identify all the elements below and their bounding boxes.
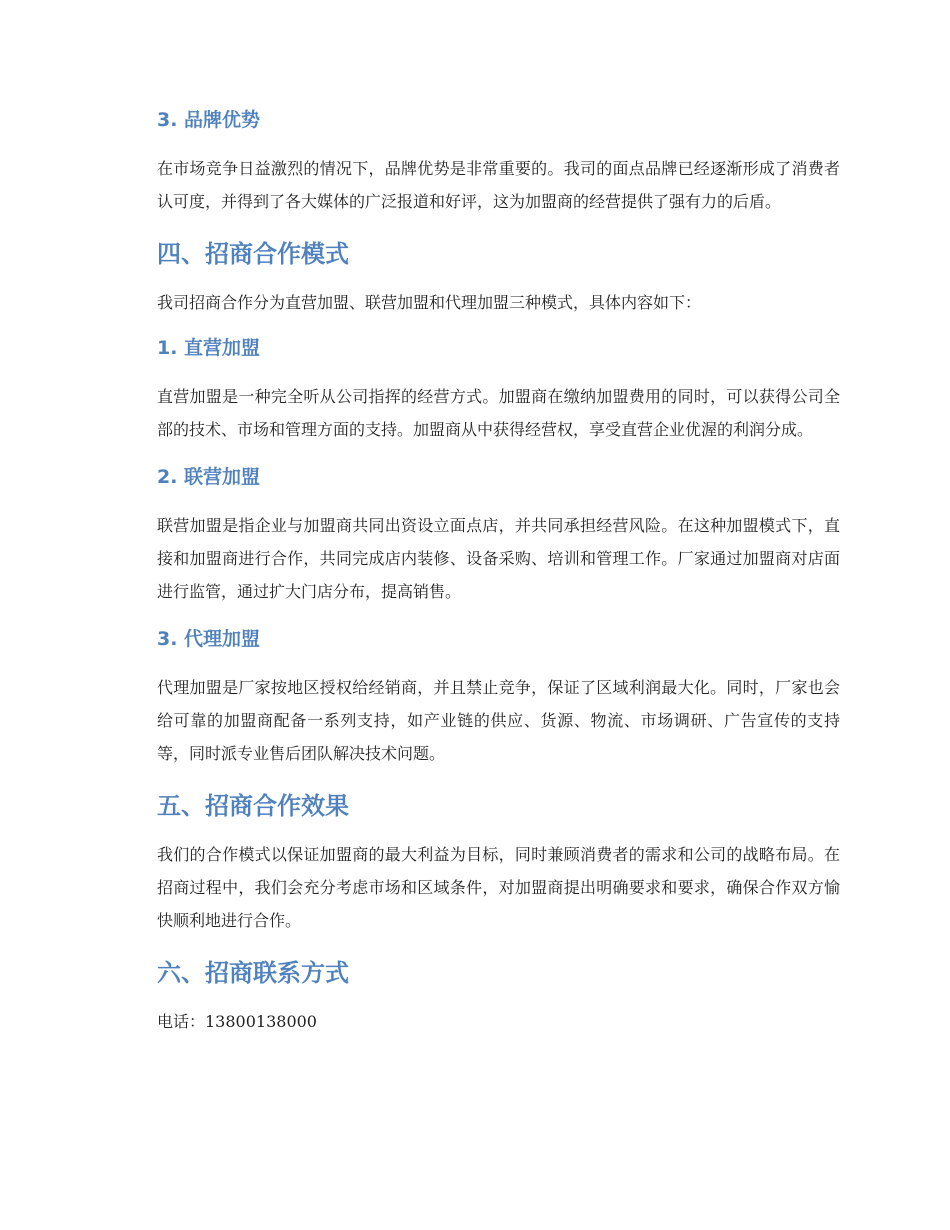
- section-heading-cooperation-effect: 五、招商合作效果: [157, 792, 349, 820]
- paragraph-cooperation-effect: 我们的合作模式以保证加盟商的最大利益为目标，同时兼顾消费者的需求和公司的战略布局。在招商过程中，我们会充分考虑市场和区域条件，对加盟商提出明确要求和要求，确保合作双方愉快顺利地进行合作。: [157, 845, 840, 930]
- document-content: [157, 106, 840, 1038]
- paragraph-brand-advantage: 在市场竞争日益激烈的情况下，品牌优势是非常重要的。我司的面点品牌已经逐渐形成了消费者认可度，并得到了各大媒体的广泛报道和好评，这为加盟商的经营提供了强有力的后盾。: [157, 159, 840, 211]
- contact-phone: 电话：13800138000: [157, 1012, 317, 1031]
- section-heading-direct-franchise: 1. 直营加盟: [157, 337, 261, 359]
- section-heading-contact: 六、招商联系方式: [157, 959, 349, 987]
- section-heading-brand-advantage: 3. 品牌优势: [157, 109, 261, 131]
- paragraph-joint-franchise: 联营加盟是指企业与加盟商共同出资设立面点店，并共同承担经营风险。在这种加盟模式下，直接和加盟商进行合作，共同完成店内装修、设备采购、培训和管理工作。厂家通过加盟商对店面进行监管，通过扩大门店分布，提高销售。: [157, 516, 840, 601]
- paragraph-direct-franchise: 直营加盟是一种完全听从公司指挥的经营方式。加盟商在缴纳加盟费用的同时，可以获得公司全部的技术、市场和管理方面的支持。加盟商从中获得经营权，享受直营企业优渥的利润分成。: [157, 387, 840, 439]
- paragraph-agent-franchise: 代理加盟是厂家按地区授权给经销商，并且禁止竞争，保证了区域利润最大化。同时，厂家也会给可靠的加盟商配备一系列支持，如产业链的供应、货源、物流、市场调研、广告宣传的支持等，同时派专业售后团队解决技术问题。: [157, 678, 840, 763]
- section-heading-agent-franchise: 3. 代理加盟: [157, 628, 261, 650]
- paragraph-cooperation-mode-intro: 我司招商合作分为直营加盟、联营加盟和代理加盟三种模式，具体内容如下：: [157, 293, 702, 312]
- section-heading-joint-franchise: 2. 联营加盟: [157, 466, 261, 488]
- section-heading-cooperation-mode: 四、招商合作模式: [157, 240, 349, 268]
